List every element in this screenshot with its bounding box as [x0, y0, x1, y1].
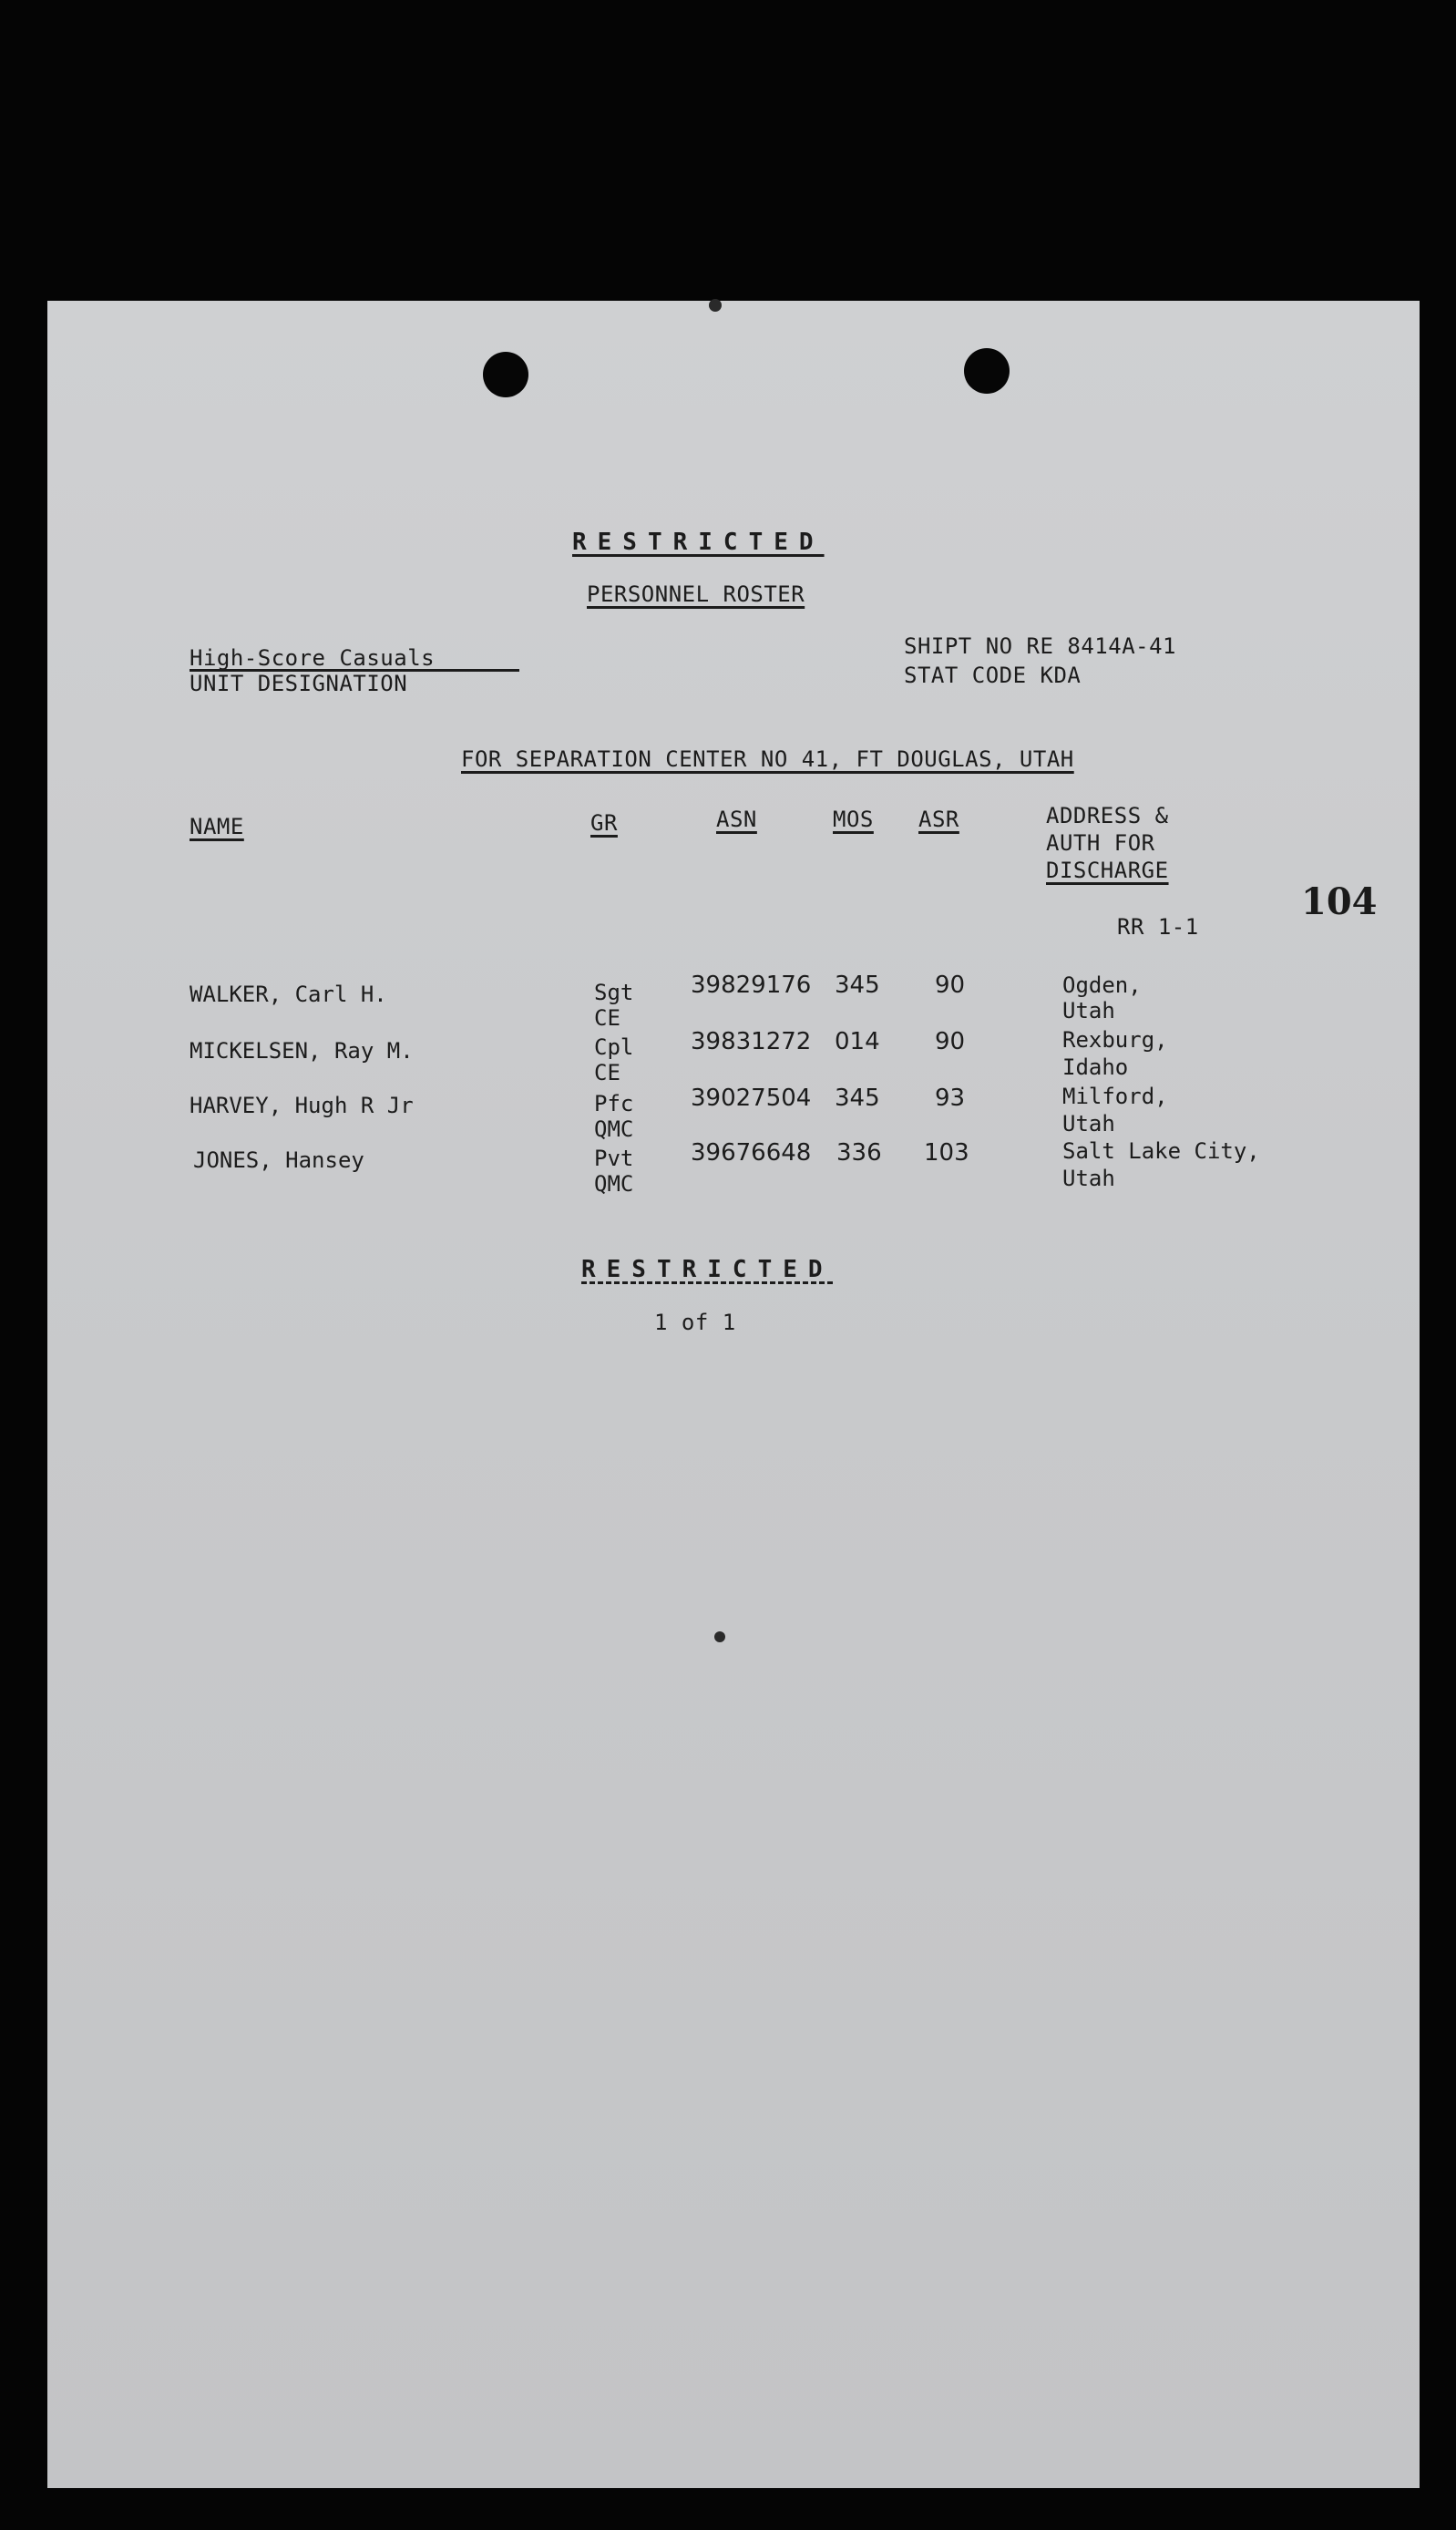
table-row-asr: 90: [935, 1028, 966, 1055]
table-row-grade: Pvt: [594, 1146, 634, 1171]
col-address-3: DISCHARGE: [1046, 858, 1169, 883]
table-row-city: Rexburg,: [1062, 1027, 1168, 1053]
col-grade: GR: [590, 810, 618, 836]
table-row-asn: 39027504: [691, 1085, 812, 1112]
table-row-branch: CE: [594, 1060, 620, 1085]
table-row-state: Idaho: [1062, 1054, 1129, 1080]
table-row-grade: Sgt: [594, 980, 634, 1005]
table-row-branch: QMC: [594, 1171, 634, 1197]
table-row-city: Milford,: [1062, 1084, 1168, 1109]
restricted-header: RESTRICTED: [572, 529, 825, 556]
col-asr: ASR: [918, 807, 959, 832]
table-row-name: WALKER, Carl H.: [190, 982, 387, 1007]
table-row-name: JONES, Hansey: [193, 1147, 364, 1173]
restricted-footer: RESTRICTED: [581, 1256, 834, 1283]
stamped-page-number: 104: [1301, 880, 1378, 923]
punch-hole-left: [483, 352, 528, 397]
table-row-asr: 93: [935, 1085, 966, 1112]
table-row-mos: 336: [836, 1139, 882, 1167]
table-row-grade: Cpl: [594, 1034, 634, 1060]
unit-name: High-Score Casuals: [190, 645, 436, 671]
document-sheet: [47, 301, 1420, 2488]
table-row-grade: Pfc: [594, 1091, 634, 1116]
discharge-authority: RR 1-1: [1117, 914, 1199, 940]
table-row-asr: 90: [935, 972, 966, 999]
table-row-asr: 103: [924, 1139, 969, 1167]
table-row-state: Utah: [1062, 1111, 1115, 1136]
stat-code: STAT CODE KDA: [904, 663, 1082, 688]
table-row-branch: QMC: [594, 1116, 634, 1142]
table-row-branch: CE: [594, 1005, 620, 1031]
speck: [709, 299, 722, 312]
col-name: NAME: [190, 814, 244, 839]
table-row-asn: 39676648: [691, 1139, 812, 1167]
table-row-city: Salt Lake City,: [1062, 1138, 1260, 1164]
speck: [714, 1631, 725, 1642]
table-row-mos: 345: [835, 1085, 880, 1112]
table-row-asn: 39831272: [691, 1028, 812, 1055]
shipment-number: SHIPT NO RE 8414A-41: [904, 633, 1176, 659]
table-row-state: Utah: [1062, 998, 1115, 1023]
table-row-state: Utah: [1062, 1166, 1115, 1191]
table-row-asn: 39829176: [691, 972, 812, 999]
col-address-2: AUTH FOR: [1046, 830, 1155, 856]
col-mos: MOS: [833, 807, 874, 832]
col-asn: ASN: [716, 807, 757, 832]
punch-hole-right: [964, 348, 1010, 394]
table-row-mos: 014: [835, 1028, 880, 1055]
table-row-name: MICKELSEN, Ray M.: [190, 1038, 414, 1064]
col-address-1: ADDRESS &: [1046, 803, 1169, 828]
unit-label: UNIT DESIGNATION: [190, 671, 408, 696]
roster-title: PERSONNEL ROSTER: [587, 581, 805, 607]
table-row-name: HARVEY, Hugh R Jr: [190, 1093, 414, 1118]
table-row-city: Ogden,: [1062, 972, 1142, 998]
separation-center: FOR SEPARATION CENTER NO 41, FT DOUGLAS, UTAH: [461, 746, 1074, 772]
table-row-mos: 345: [835, 972, 880, 999]
page-of: 1 of 1: [654, 1310, 736, 1335]
